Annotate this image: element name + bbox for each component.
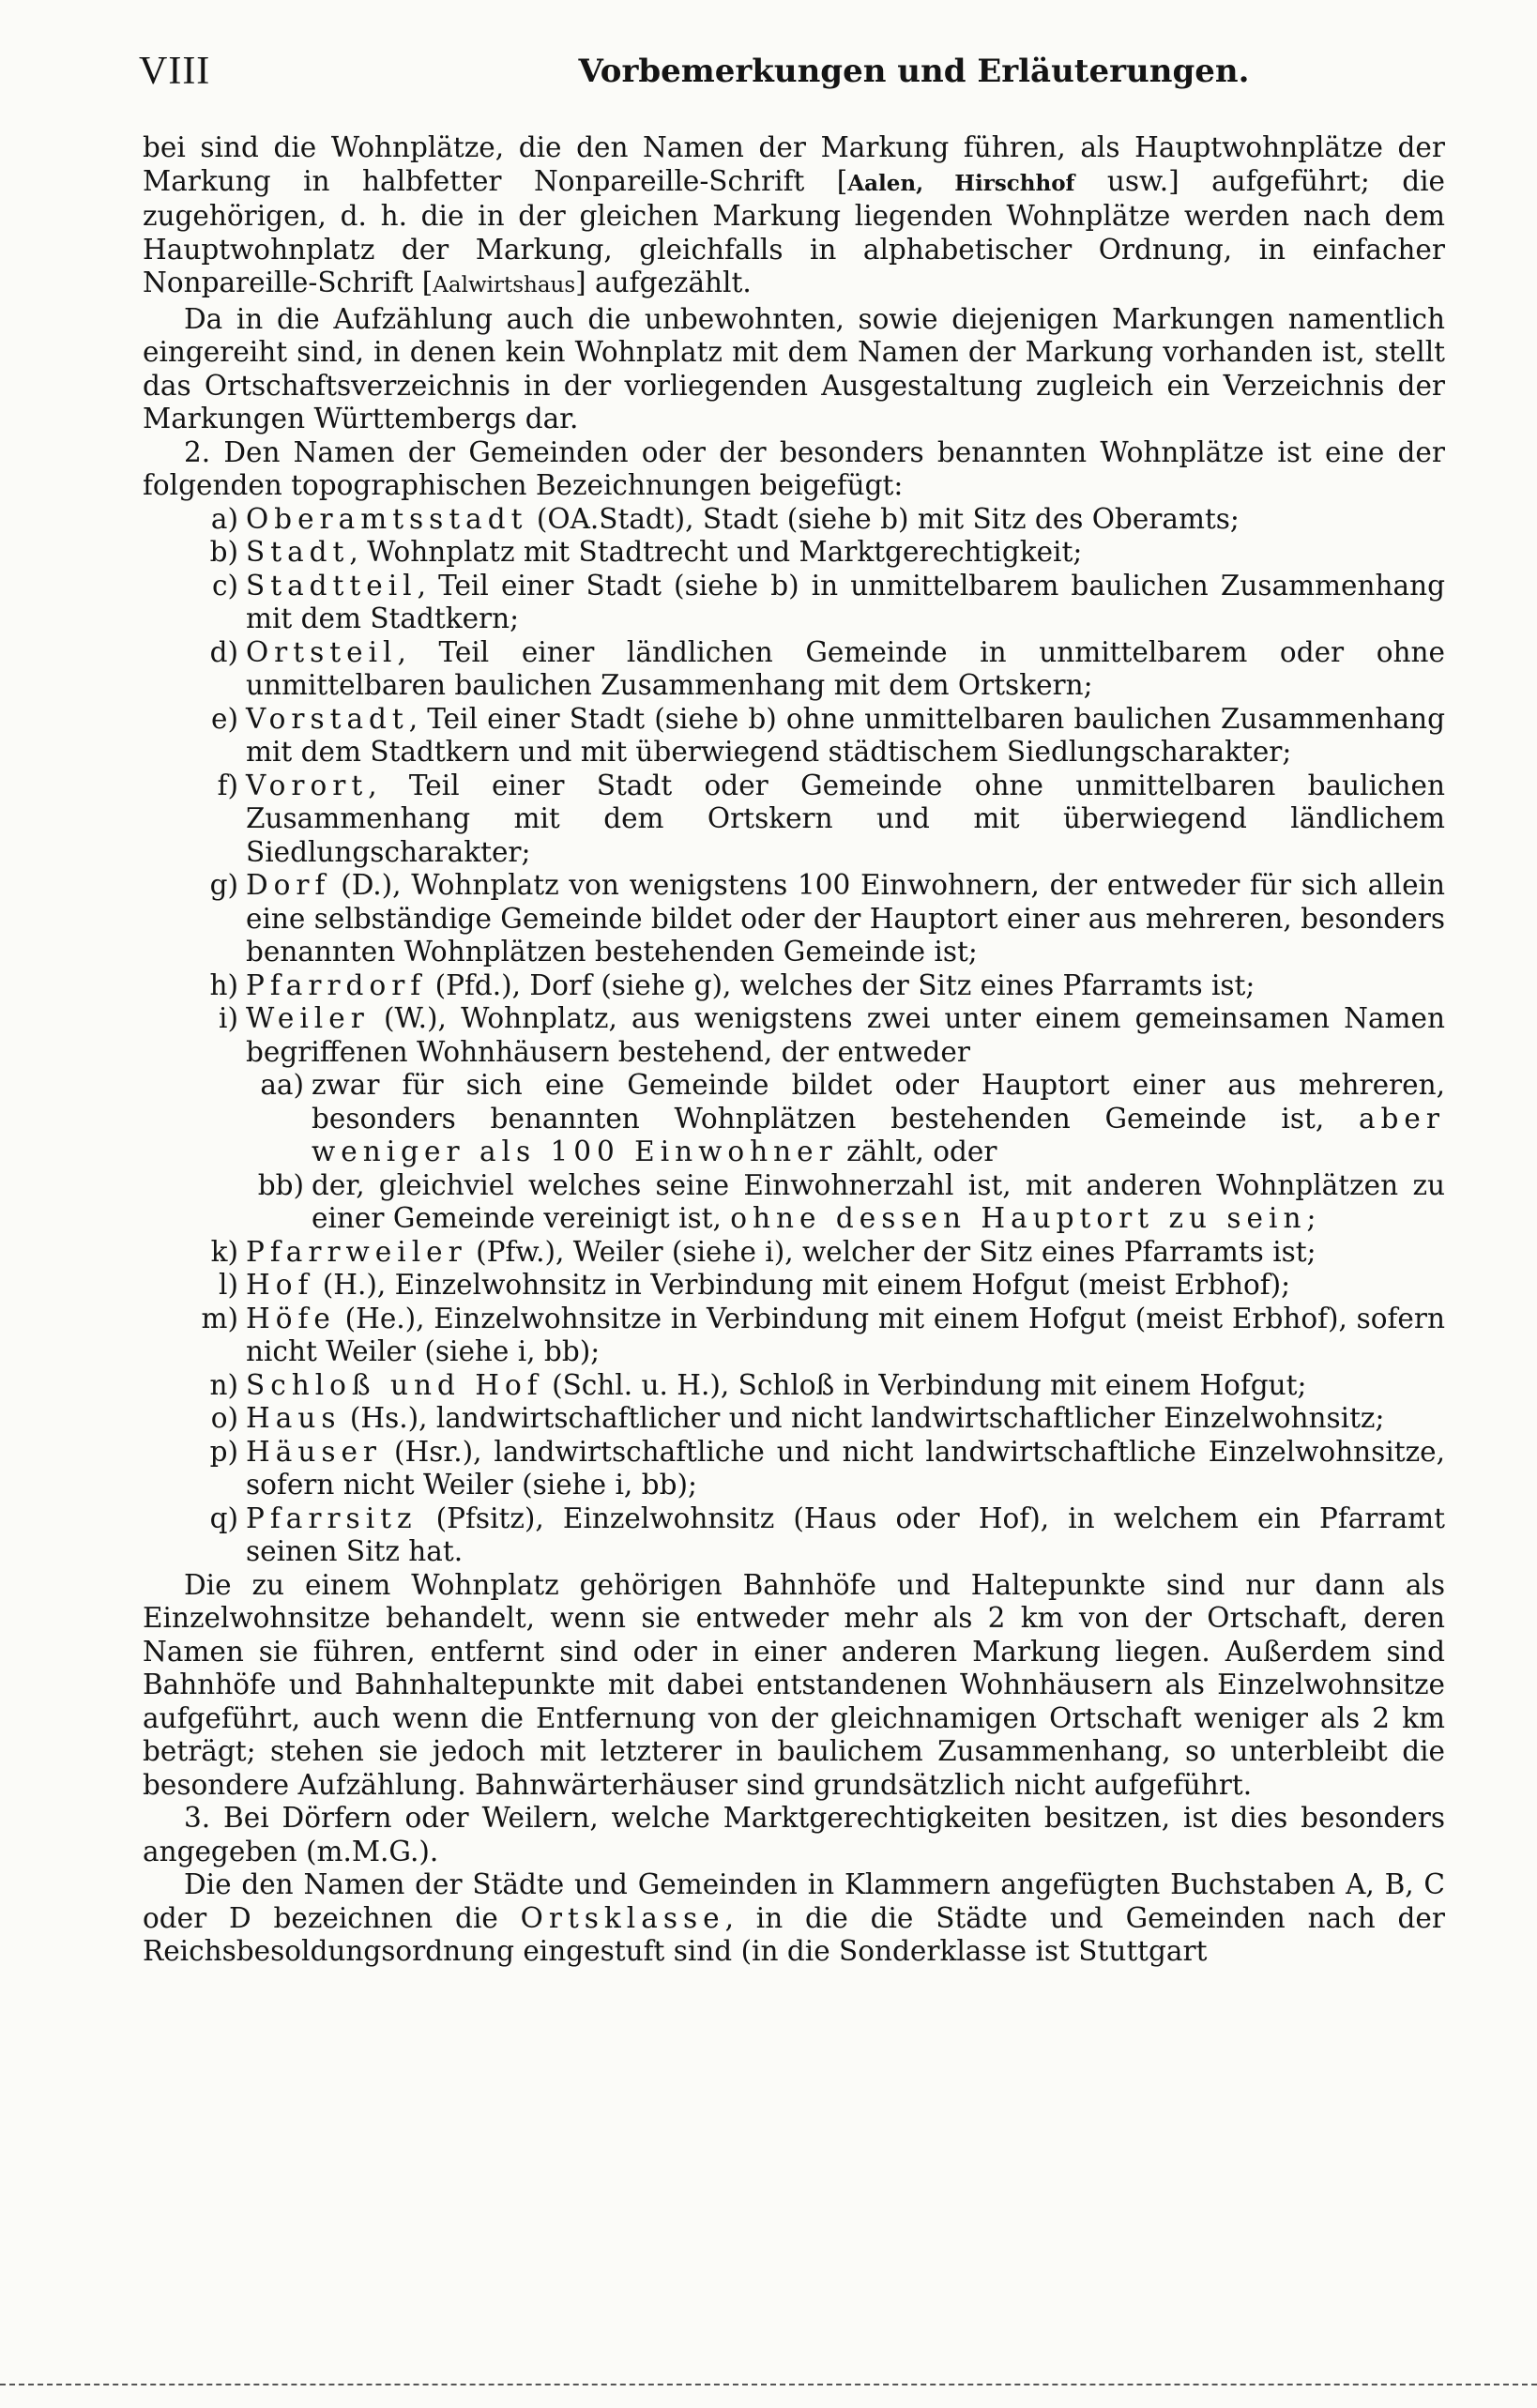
item-description: (W.), Wohnplatz, aus wenigstens zwei unter einem gemeinsamen Namen begriffenen Wohnhäusern bestehend, der entweder — [246, 1002, 1445, 1068]
designation-item — [143, 1303, 1445, 1369]
item-description: (Pfw.), Weiler (siehe i), welcher der Sitz eines Pfarramts ist; — [466, 1235, 1316, 1268]
term-ortsklasse: Ortsklasse — [520, 1901, 725, 1934]
item-description: (H.), Einzelwohnsitz in Verbindung mit einem Hofgut (meist Erbhof); — [313, 1269, 1291, 1301]
item-description: , Wohnplatz mit Stadtrecht und Marktgerechtigkeit; — [349, 536, 1083, 568]
item-label: q) — [209, 1501, 238, 1534]
item-text — [246, 1369, 1445, 1403]
item-description: (Hs.), landwirtschaftlicher und nicht landwirtschaftlicher Einzelwohnsitz; — [341, 1402, 1385, 1434]
designation-item — [143, 1502, 1445, 1569]
item-text — [246, 703, 1445, 770]
paragraph-ortsklasse — [143, 1868, 1445, 1969]
designation-item — [143, 1436, 1445, 1502]
designation-item — [143, 636, 1445, 703]
text-run: ] aufgezählt. — [575, 267, 752, 298]
subitem-tail: zählt, oder — [837, 1135, 997, 1167]
designation-item — [143, 969, 1445, 1003]
item-label: f) — [217, 769, 238, 801]
item-label: b) — [209, 536, 238, 568]
weiler-subitem — [236, 1169, 1445, 1236]
item-label: h) — [209, 968, 238, 1001]
item-term: Ortsteil — [246, 635, 398, 668]
subitem-text — [312, 1169, 1445, 1236]
item-description: (D.), Wohnplatz von wenigstens 100 Einwohnern, der entweder für sich allein eine selbständige Gemeinde bildet oder der Hauptort einer aus mehreren, besonders benannten Wohnplätzen bestehenden Gemeinde ist; — [246, 869, 1445, 968]
example-bold-names: Aalen, Hirschhof — [847, 170, 1075, 196]
item-term: Häuser — [246, 1435, 383, 1468]
designation-item — [143, 570, 1445, 636]
paragraph-verzeichnis: Da in die Aufzählung auch die unbewohnten, sowie diejenigen Markungen namentlich eingereiht sind, in denen kein Wohnplatz mit dem Namen der Markung vorhanden ist, stellt das Ortschaftsverzeichnis in der vorliegenden Ausgestaltung zugleich ein Verzeichnis der Markungen Württembergs dar. — [143, 302, 1445, 434]
item-label: i) — [219, 1002, 238, 1034]
item-description: (Pfsitz), Einzelwohnsitz (Haus oder Hof), in welchem ein Pfarramt seinen Sitz hat. — [246, 1501, 1445, 1567]
item-description: , Teil einer Stadt oder Gemeinde ohne unmittelbaren baulichen Zusammenhang mit dem Ortskern und mit überwiegend ländlichem Siedlungscharakter; — [246, 769, 1445, 868]
item-text — [246, 636, 1445, 703]
text-run: usw.] aufgeführt; die zugehörigen, d. h. die in der gleichen Markung liegenden Wohnplätze werden nach dem Hauptwohnplatz der Markung, gleichfalls in alphabetischer Ordnung, in einfacher Nonpareille-Schrift [ — [143, 164, 1446, 298]
item-term: Höfe — [246, 1302, 336, 1334]
designation-item — [143, 1369, 1445, 1403]
item-description: (He.), Einzelwohnsitze in Verbindung mit einem Hofgut (meist Erbhof), sofern nicht Weiler (siehe i, bb); — [246, 1302, 1445, 1367]
item-text — [246, 1502, 1445, 1569]
item-label: n) — [209, 1368, 238, 1401]
text-run: Die den Namen der Städte und Gemeinden in Klammern angefügten Buchstaben A, B, C oder D bezeichnen die — [143, 1868, 1445, 1934]
designation-item — [143, 869, 1445, 969]
item-label: g) — [209, 869, 238, 901]
item-label: d) — [209, 635, 238, 668]
designation-list-continued — [143, 1236, 1445, 1569]
subitem-tail: ; — [1306, 1202, 1316, 1234]
designation-item — [143, 503, 1445, 537]
paragraph-marktgerechtigkeit: 3. Bei Dörfern oder Weilern, welche Marktgerechtigkeiten besitzen, ist dies besonders angegeben (m.M.G.). — [143, 1802, 1445, 1867]
item-text — [246, 1402, 1445, 1436]
item-term: Hof — [246, 1269, 314, 1301]
item-text — [246, 503, 1445, 537]
item-label: c) — [211, 569, 238, 602]
subitem-text — [312, 1069, 1445, 1169]
item-text — [246, 1236, 1445, 1270]
subitem-label: aa) — [260, 1069, 304, 1101]
item-term: Oberamtsstadt — [246, 502, 528, 535]
item-description: , Teil einer Stadt (siehe b) ohne unmittelbaren baulichen Zusammenhang mit dem Stadtkern und mit überwiegend städtischem Siedlungscharakter; — [246, 702, 1445, 768]
weiler-sublist — [143, 1069, 1445, 1236]
subitem-body: der, gleichviel welches seine Einwohnerzahl ist, mit anderen Wohnplätzen zu einer Gemeinde vereinigt ist, — [312, 1168, 1445, 1234]
paragraph-markung — [143, 131, 1445, 303]
item-label: p) — [209, 1435, 238, 1468]
item-term: Haus — [246, 1402, 342, 1434]
designation-item — [143, 770, 1445, 870]
item-description: (Hsr.), landwirtschaftliche und nicht landwirtschaftliche Einzelwohnsitze, sofern nicht Weiler (siehe i, bb); — [246, 1435, 1445, 1501]
text-run: bei sind die Wohnplätze, die den Namen der Markung führen, als Hauptwohnplätze der Markung in halbfetter Nonpareille-Schrift [ — [143, 131, 1445, 197]
item-text — [246, 536, 1445, 570]
item-description: (Schl. u. H.), Schloß in Verbindung mit einem Hofgut; — [542, 1368, 1307, 1401]
item-term: Dorf — [246, 869, 331, 901]
designation-item — [143, 536, 1445, 570]
item-description: (OA.Stadt), Stadt (siehe b) mit Sitz des Oberamts; — [527, 502, 1240, 535]
item-text — [246, 1002, 1445, 1069]
weiler-subitem — [236, 1069, 1445, 1169]
item-term: Vorort — [246, 769, 369, 801]
item-label: a) — [210, 502, 238, 535]
item-description: (Pfd.), Dorf (siehe g), welches der Sitz eines Pfarramts ist; — [426, 968, 1255, 1001]
subitem-emphasis: ohne dessen Hauptort zu sein — [730, 1202, 1307, 1234]
item-label: l) — [219, 1269, 238, 1301]
item-term: Pfarrsitz — [246, 1501, 418, 1534]
designation-item — [143, 1402, 1445, 1436]
item-term: Stadtteil — [246, 569, 418, 602]
paragraph-bezeichnungen: 2. Den Namen der Gemeinden oder der besonders benannten Wohnplätze ist eine der folgenden topographischen Bezeichnungen beigefügt: — [143, 435, 1445, 501]
item-term: Stadt — [246, 536, 350, 568]
item-text — [246, 869, 1445, 969]
item-term: Weiler — [246, 1002, 370, 1034]
example-plain-name: Aalwirtshaus — [433, 273, 576, 297]
item-term: Pfarrdorf — [246, 968, 427, 1001]
bottom-rule — [0, 2384, 1537, 2387]
item-text — [246, 969, 1445, 1003]
item-description: , Teil einer Stadt (siehe b) in unmittelbarem baulichen Zusammenhang mit dem Stadtkern; — [246, 569, 1445, 634]
item-description: , Teil einer ländlichen Gemeinde in unmittelbarem oder ohne unmittelbaren baulichen Zusammenhang mit dem Ortskern; — [246, 635, 1445, 701]
designation-item — [143, 1002, 1445, 1069]
subitem-emphasis: aber weniger als 100 Einwohner — [312, 1102, 1445, 1167]
item-term: Vorstadt — [246, 702, 409, 735]
subitem-body: zwar für sich eine Gemeinde bildet oder Hauptort einer aus mehreren, besonders benannten Wohnplätzen bestehenden Gemeinde ist, — [312, 1069, 1445, 1135]
item-text — [246, 1436, 1445, 1502]
paragraph-bahnhoefe: Die zu einem Wohnplatz gehörigen Bahnhöfe und Haltepunkte sind nur dann als Einzelwohnsitze behandelt, wenn sie entweder mehr als 2 km von der Ortschaft, deren Namen sie führen, entfernt sind oder in einer anderen Markung liegen. Außerdem sind Bahnhöfe und Bahnhaltepunkte mit dabei entstandenen Wohnhäusern als Einzelwohnsitze aufgeführt, auch wenn die Entfernung von der gleichnamigen Ortschaft weniger als 2 km beträgt; stehen sie jedoch mit letzterer in baulichem Zusammenhang, so unterbleibt die besondere Aufzählung. Bahnwärterhäuser sind grundsätzlich nicht aufgeführt. — [143, 1568, 1445, 1801]
item-label: e) — [211, 702, 238, 735]
item-label: m) — [201, 1302, 238, 1334]
subitem-label: bb) — [257, 1168, 304, 1201]
item-label: k) — [210, 1235, 238, 1268]
item-text — [246, 1269, 1445, 1303]
item-term: Schloß und Hof — [246, 1368, 543, 1401]
item-label: o) — [210, 1402, 238, 1434]
designation-item — [143, 1236, 1445, 1270]
designation-item — [143, 1269, 1445, 1303]
designation-item — [143, 703, 1445, 770]
item-text — [246, 570, 1445, 636]
page-number: VIII — [139, 50, 211, 93]
body-text — [143, 131, 1445, 1969]
item-text — [246, 1303, 1445, 1369]
item-term: Pfarrweiler — [246, 1235, 467, 1268]
item-text — [246, 770, 1445, 870]
page-header — [139, 49, 1445, 96]
designation-list — [143, 503, 1445, 1070]
running-title: Vorbemerkungen und Erläuterungen. — [578, 53, 1250, 90]
text-run: , in die die Städte und Gemeinden nach der Reichsbesoldungsordnung eingestuft sind (in die Sonderklasse ist Stuttgart — [143, 1901, 1445, 1967]
